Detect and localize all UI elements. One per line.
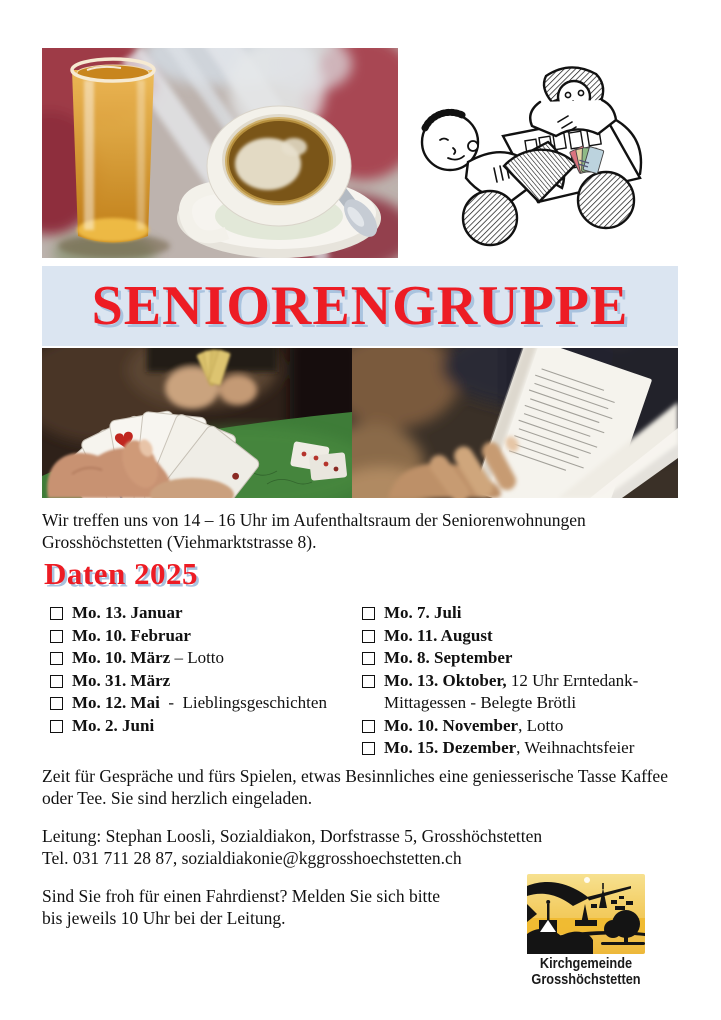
date-column-left (50, 602, 362, 760)
logo-caption: Kirchgemeinde Grosshöchstetten (531, 956, 641, 988)
zeit-line-1: Zeit für Gespräche und fürs Spielen, etwas Besinnliches eine geniesserische Tasse Kaffee (42, 766, 668, 786)
daten-heading: Daten 2025 (44, 556, 198, 591)
date-text: Mo. 10. November, Lotto (384, 715, 564, 735)
date-item (362, 670, 684, 715)
seniors-playing-cards-cartoon (398, 48, 678, 258)
leitung-line-2: Tel. 031 711 28 87, sozialdiakonie@kggrosshoechstetten.ch (42, 847, 462, 868)
page-title: SENIORENGRUPPE (91, 275, 629, 337)
checkbox-icon (50, 652, 63, 665)
checkbox-icon (50, 630, 63, 643)
date-item (50, 692, 362, 715)
date-item (50, 625, 362, 648)
fahrdienst-line-2: bis jeweils 10 Uhr bei der Leitung. (42, 907, 286, 928)
date-item (362, 647, 684, 670)
date-text: Mo. 7. Juli (384, 603, 462, 622)
checkbox-icon (50, 607, 63, 620)
zeit-line-2: oder Tee. Sie sind herzlich eingeladen. (42, 787, 313, 808)
date-text: Mo. 11. August (384, 625, 493, 645)
leitung-line-1: Leitung: Stephan Loosli, Sozialdiakon, Dorfstrasse 5, Grosshöchstetten (42, 826, 543, 846)
checkbox-icon (362, 675, 375, 688)
date-text: Mo. 10. März – Lotto (72, 648, 225, 667)
date-text: Mo. 8. September (384, 648, 513, 667)
date-item (362, 715, 684, 738)
date-text: Mo. 31. März (72, 670, 171, 690)
date-item (362, 602, 684, 625)
date-text: Mo. 13. Oktober, 12 Uhr Erntedank-Mittagessen - Belegte Brötli (384, 670, 639, 712)
date-item (50, 602, 362, 625)
date-list (50, 602, 684, 760)
checkbox-icon (362, 720, 375, 733)
checkbox-icon (362, 607, 375, 620)
leitung-paragraph (42, 826, 690, 869)
title-banner (42, 266, 678, 346)
date-text: Mo. 15. Dezember, Weihnachtsfeier (384, 738, 635, 757)
date-item (50, 647, 362, 670)
fahrdienst-paragraph (42, 886, 512, 929)
date-text: Mo. 13. Januar (72, 603, 183, 622)
checkbox-icon (362, 652, 375, 665)
checkbox-icon (50, 697, 63, 710)
date-item (50, 670, 362, 693)
open-book-photo (352, 348, 678, 498)
checkbox-icon (50, 720, 63, 733)
zeit-paragraph (42, 766, 690, 809)
date-column-right (362, 602, 684, 760)
date-text: Mo. 12. Mai - Lieblingsgeschichten (72, 693, 327, 712)
date-item (50, 715, 362, 738)
date-text: Mo. 2. Juni (72, 715, 155, 735)
checkbox-icon (362, 742, 375, 755)
intro-line-1: Wir treffen uns von 14 – 16 Uhr im Aufenthaltsraum der Seniorenwohnungen (42, 510, 586, 530)
date-item (362, 737, 684, 760)
checkbox-icon (362, 630, 375, 643)
fahrdienst-line-1: Sind Sie froh für einen Fahrdienst? Melden Sie sich bitte (42, 886, 441, 906)
date-text: Mo. 10. Februar (72, 625, 191, 645)
top-photo-strip (42, 48, 678, 258)
middle-photo-strip (42, 348, 678, 498)
intro-paragraph (42, 510, 690, 553)
intro-line-2: Grosshöchstetten (Viehmarktstrasse 8). (42, 531, 317, 552)
tea-coffee-photo (42, 48, 398, 258)
hand-of-cards-photo (42, 348, 352, 498)
date-item (362, 625, 684, 648)
kirchgemeinde-logo (527, 874, 645, 954)
checkbox-icon (50, 675, 63, 688)
